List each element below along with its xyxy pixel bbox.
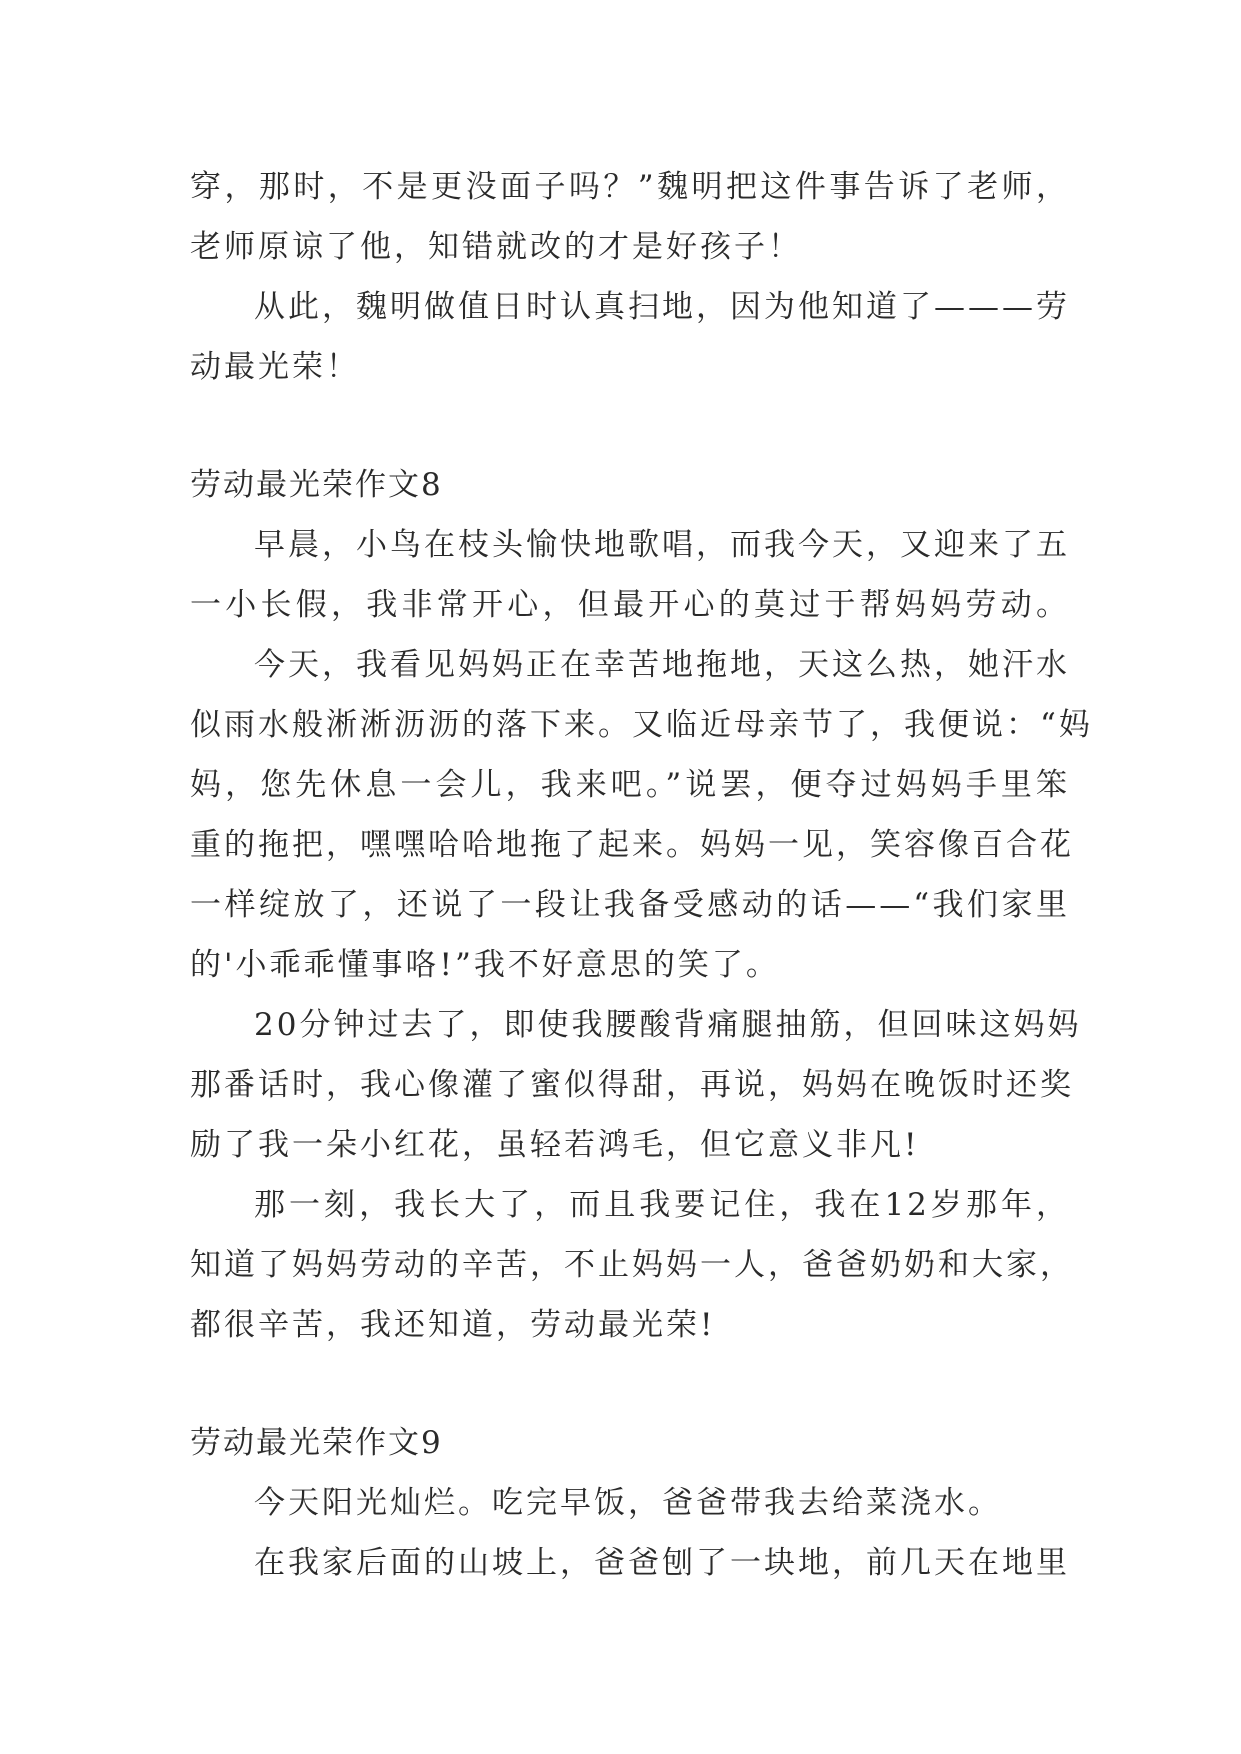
text-line: 老师原谅了他，知错就改的才是好孩子！ [190,229,802,265]
text-line: 重的拖把，嘿嘿哈哈地拖了起来。妈妈一见，笑容像百合花 [190,827,1074,863]
text-line: 今天阳光灿烂。吃完早饭，爸爸带我去给菜浇水。 [254,1485,1002,1521]
text-line: 都很辛苦，我还知道，劳动最光荣! [190,1307,716,1343]
text-line: 妈，您先休息一会儿，我来吧。”说罢，便夺过妈妈手里笨 [190,767,1070,803]
text-line: 动最光荣！ [190,349,360,385]
text-line: 一样绽放了，还说了一段让我备受感动的话——“我们家里 [190,887,1070,923]
text-line: 从此，魏明做值日时认真扫地，因为他知道了———劳 [254,289,1070,325]
text-line: 今天，我看见妈妈正在幸苦地拖地，天这么热，她汗水 [254,647,1070,683]
text-line: 那番话时，我心像灌了蜜似得甜，再说，妈妈在晚饭时还奖 [190,1067,1074,1103]
text-line: 那一刻，我长大了，而且我要记住，我在12岁那年， [254,1187,1070,1223]
text-line: 在我家后面的山坡上，爸爸刨了一块地，前几天在地里 [254,1545,1070,1581]
text-line: 20分钟过去了，即使我腰酸背痛腿抽筋，但回味这妈妈 [254,1007,1082,1043]
text-line: 似雨水般淅淅沥沥的落下来。又临近母亲节了，我便说：“妈 [190,707,1093,743]
text-line: 一小长假，我非常开心，但最开心的莫过于帮妈妈劳动。 [190,587,1070,623]
text-line: 的'小乖乖懂事咯!”我不好意思的笑了。 [190,947,780,983]
text-line: 穿，那时，不是更没面子吗？”魏明把这件事告诉了老师， [190,169,1070,205]
text-line: 知道了妈妈劳动的辛苦，不止妈妈一人，爸爸奶奶和大家， [190,1247,1074,1283]
text-line: 早晨，小鸟在枝头愉快地歌唱，而我今天，又迎来了五 [254,527,1070,563]
section-heading: 劳动最光荣作文8 [190,467,443,503]
text-line: 励了我一朵小红花，虽轻若鸿毛，但它意义非凡! [190,1127,920,1163]
section-heading: 劳动最光荣作文9 [190,1425,443,1461]
